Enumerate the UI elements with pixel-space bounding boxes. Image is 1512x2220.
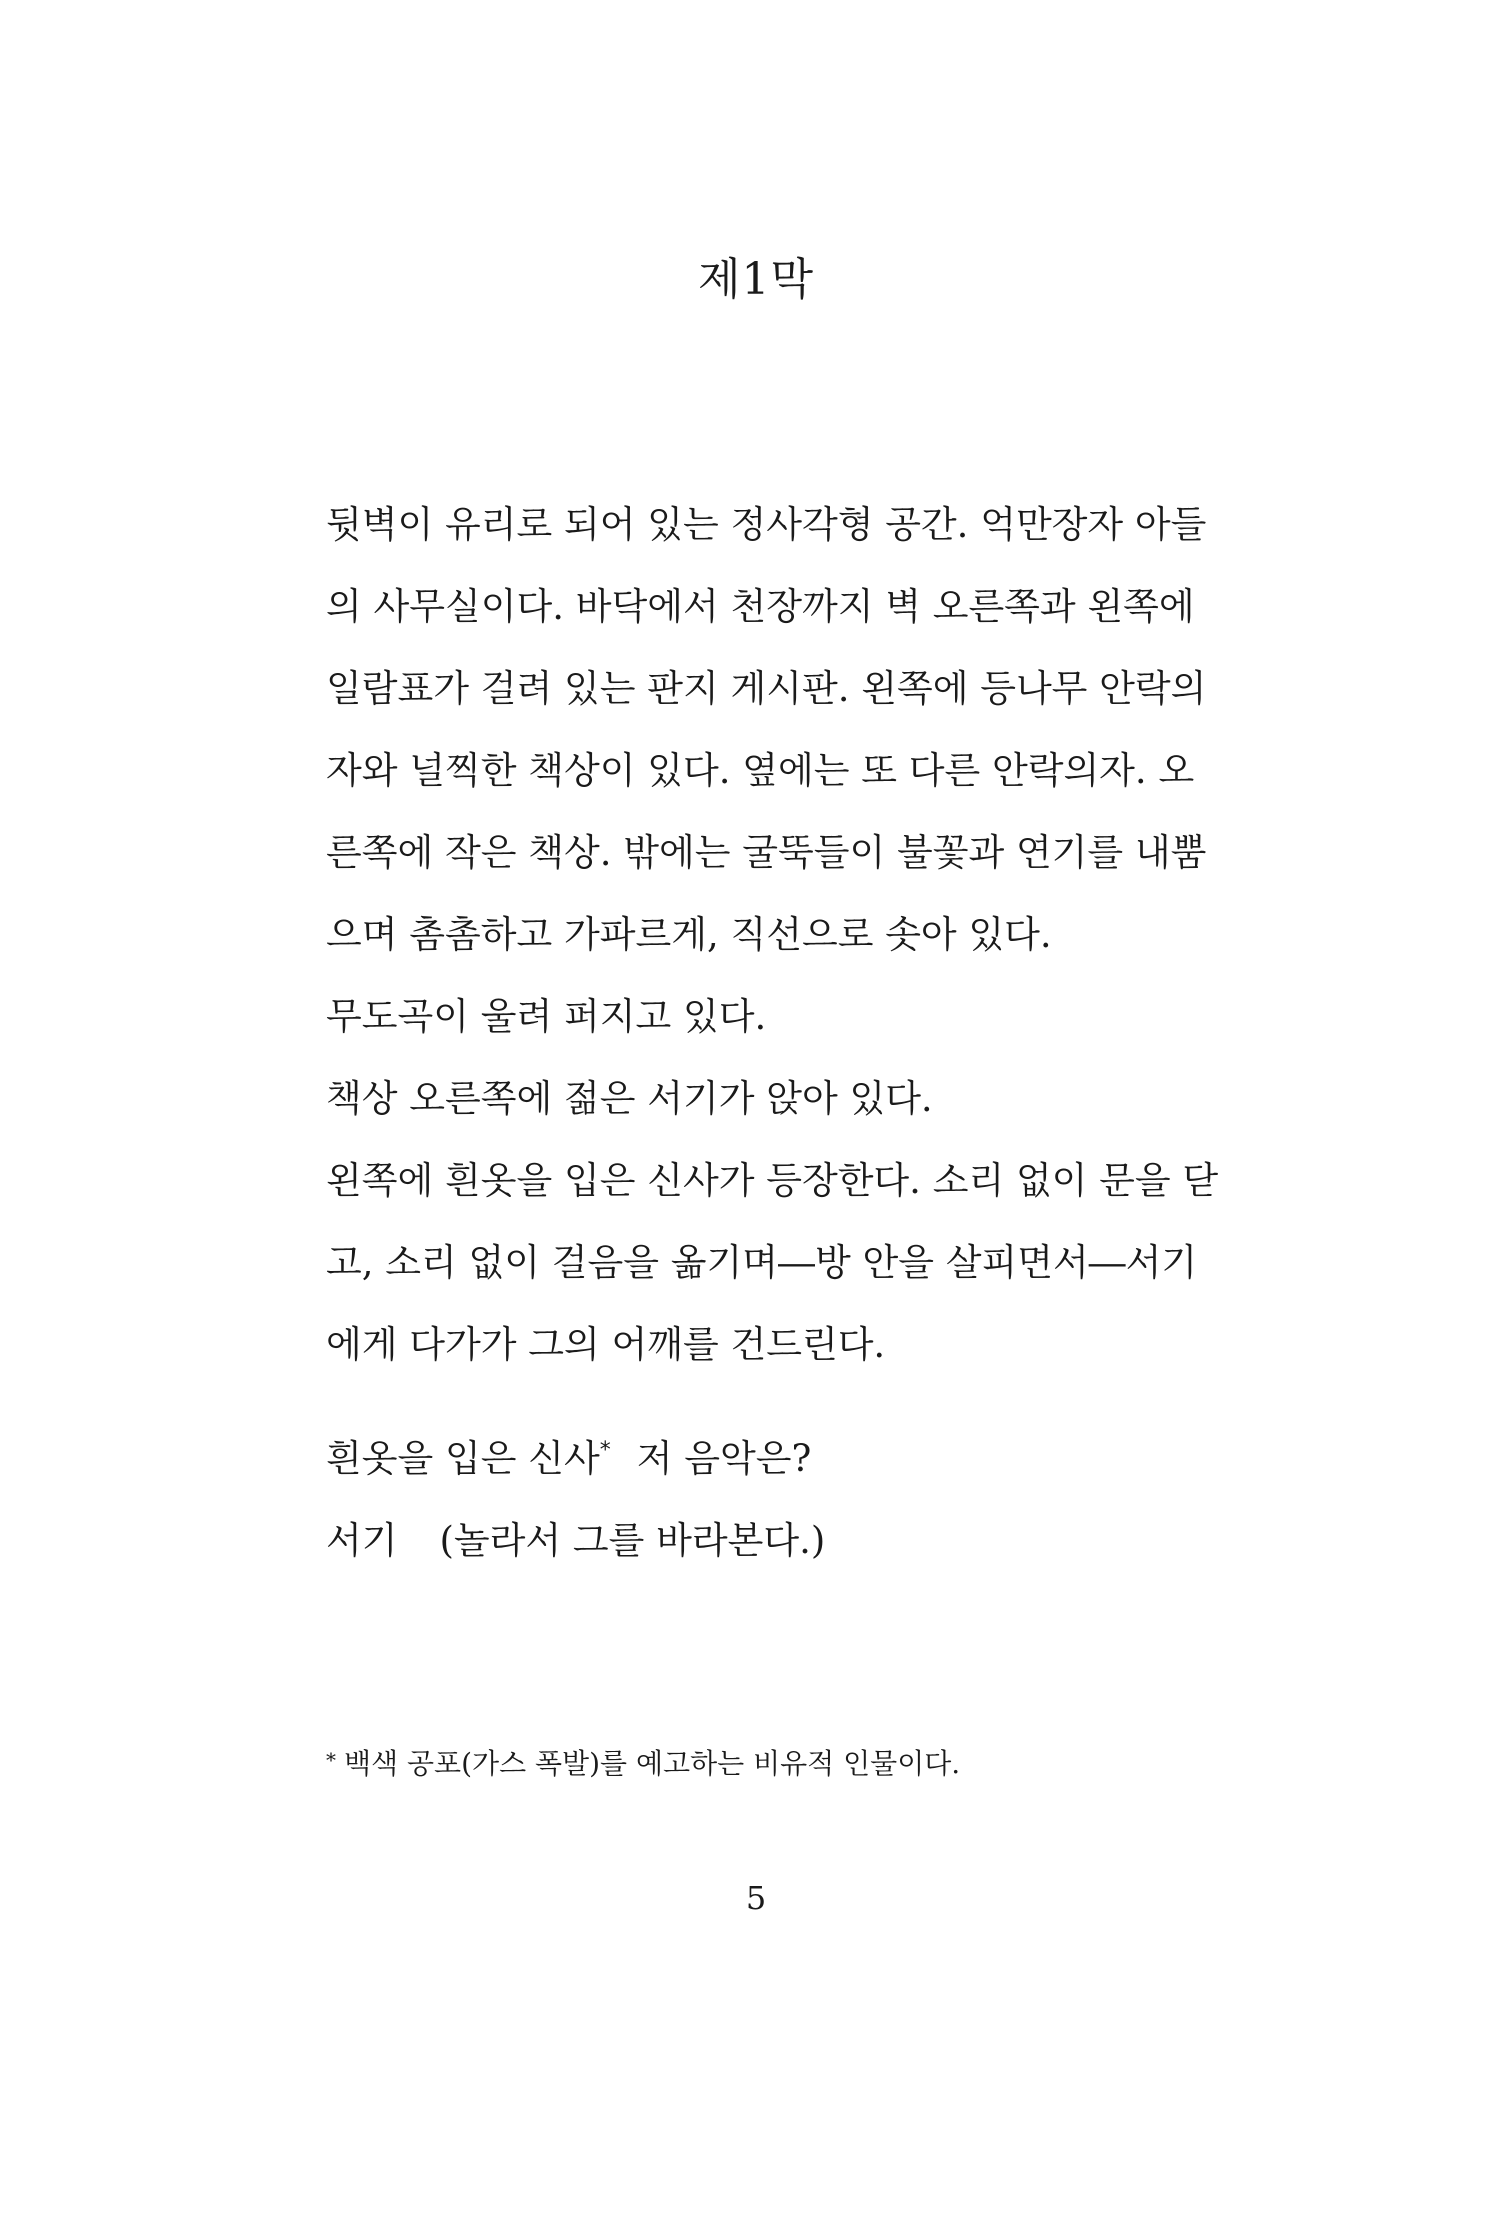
footnote <box>326 1740 1246 1784</box>
speaker-name-text: 흰옷을 입은 신사 <box>326 1437 600 1480</box>
dialogue-line: (놀라서 그를 바라본다.) <box>439 1519 826 1562</box>
stage-direction-line: 왼쪽에 흰옷을 입은 신사가 등장한다. 소리 없이 문을 닫 <box>326 1159 1219 1202</box>
stage-directions <box>326 484 1246 1386</box>
stage-direction-line: 에게 다가가 그의 어깨를 건드린다. <box>326 1323 886 1366</box>
dialogue-line: 저 음악은? <box>636 1437 812 1480</box>
footnote-mark: * <box>326 1748 336 1772</box>
act-title: 제1막 <box>697 254 814 305</box>
dialogue-row <box>326 1418 1246 1500</box>
page-number: 5 <box>745 1879 767 1917</box>
stage-direction-line: 자와 널찍한 책상이 있다. 옆에는 또 다른 안락의자. 오 <box>326 749 1195 792</box>
footnote-text: 백색 공포(가스 폭발)를 예고하는 비유적 인물이다. <box>344 1747 961 1780</box>
speaker-name <box>326 1437 611 1480</box>
stage-direction-line: 무도곡이 울려 퍼지고 있다. <box>326 995 767 1038</box>
dialogue <box>326 1418 1246 1582</box>
stage-direction-line: 책상 오른쪽에 젊은 서기가 앉아 있다. <box>326 1077 933 1120</box>
stage-direction-line: 고, 소리 없이 걸음을 옮기며―방 안을 살피면서―서기 <box>326 1241 1198 1284</box>
stage-direction-line: 으며 촘촘하고 가파르게, 직선으로 솟아 있다. <box>326 913 1052 956</box>
footnote-marker: * <box>599 1438 611 1463</box>
stage-direction-line: 의 사무실이다. 바닥에서 천장까지 벽 오른쪽과 왼쪽에 <box>326 585 1195 628</box>
speaker-name: 서기 <box>326 1519 398 1562</box>
dialogue-row <box>326 1500 1246 1582</box>
stage-direction-line: 른쪽에 작은 책상. 밖에는 굴뚝들이 불꽃과 연기를 내뿜 <box>326 831 1207 874</box>
stage-direction-line: 일람표가 걸려 있는 판지 게시판. 왼쪽에 등나무 안락의 <box>326 667 1207 710</box>
stage-direction-line: 뒷벽이 유리로 되어 있는 정사각형 공간. 억만장자 아들 <box>326 503 1207 546</box>
